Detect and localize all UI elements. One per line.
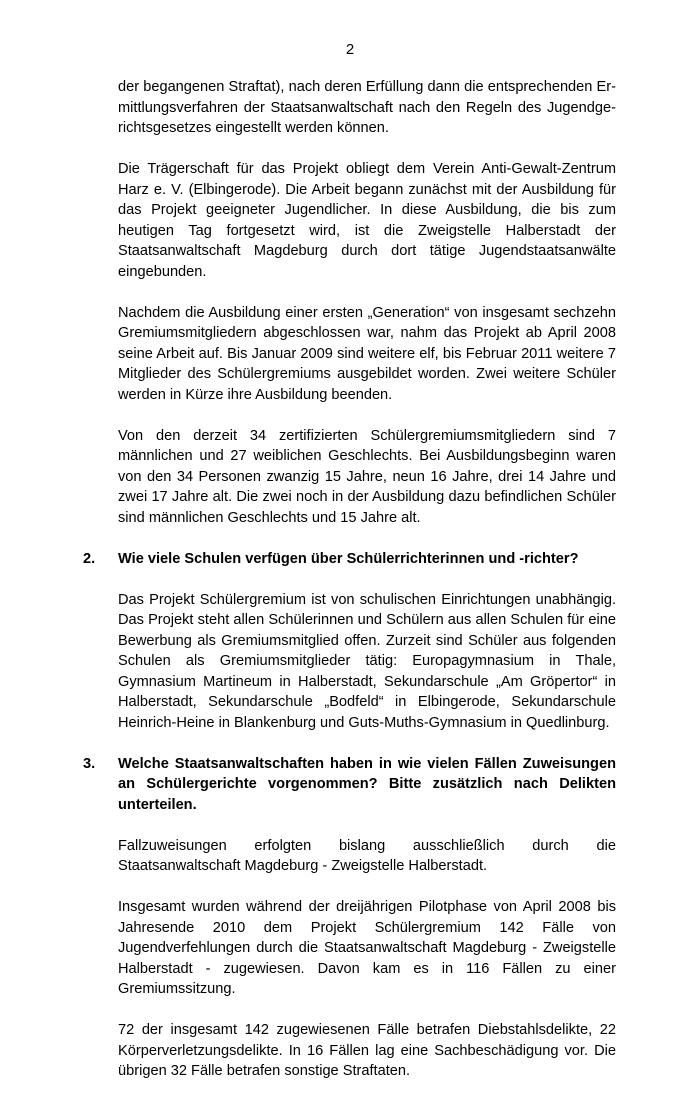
answer-paragraph: 72 der insgesamt 142 zugewiesenen Fälle betrafen Diebstahlsdelikte, 22 Körperverletzungsdelikte. In 16 Fällen lag eine Sachbeschädigung vor. Die übrigen 32 Fälle betrafen sonstige Straftaten. <box>118 1022 616 1079</box>
answer-paragraph: Fallzuweisungen erfolgten bislang ausschließlich durch die Staatsanwaltschaft Magdeburg - Zweigstelle Halberstadt. <box>118 837 616 874</box>
paragraph: Von den derzeit 34 zertifizierten Schülergremiumsmitgliedern sind 7 männlichen und 27 weiblichen Geschlechts. Bei Ausbildungsbeginn waren von den 34 Personen zwanzig 15 Jahre, neun 16 Jahre, drei 14 Jahre und zwei 17 Jahre alt. Die zwei noch in der Ausbildung dazu befindlichen Schüler sind männlichen Geschlechts und 15 Jahre alt. <box>118 427 616 526</box>
answer-paragraph: Insgesamt wurden während der dreijährigen Pilotphase von April 2008 bis Jahresende 2010 dem Projekt Schülergremium 142 Fälle von Jugendverfehlungen durch die Staatsanwaltschaft Magdeburg - Zweigstelle Halberstadt - zugewiesen. Davon kam es in 116 Fällen zu einer Gremiumssitzung. <box>118 899 616 997</box>
document-body <box>83 77 616 1102</box>
question-2 <box>83 549 616 570</box>
paragraph: Die Trägerschaft für das Projekt obliegt dem Verein Anti-Gewalt-Zentrum Harz e. V. (Elbingerode). Die Arbeit begann zunächst mit der Ausbildung für das Projekt geeigneter Jugendlicher. In diese Ausbildung, die bis zum heutigen Tag fortgesetzt wird, ist die Zweigstelle Halberstadt der Staatsanwaltschaft Magdeburg durch dort tätige Jugendstaatsanwälte eingebunden. <box>118 161 616 280</box>
question-number: 3. <box>83 755 96 772</box>
question-text: Wie viele Schulen verfügen über Schülerrichterinnen und -richter? <box>118 550 579 567</box>
page-number: 2 <box>345 41 355 58</box>
question-number: 2. <box>83 550 96 567</box>
paragraph: Nachdem die Ausbildung einer ersten „Generation“ von insgesamt sechzehn Gremiumsmitgliedern abgeschlossen war, nahm das Projekt ab April 2008 seine Arbeit auf. Bis Januar 2009 sind weitere elf, bis Februar 2011 weitere 7 Mitglieder des Schülergremiums ausgebildet worden. Zwei weitere Schüler werden in Kürze ihre Ausbildung beenden. <box>118 304 616 403</box>
question-text: Welche Staatsanwaltschaften haben in wie vielen Fällen Zuweisungen an Schülergerichte vorgenommen? Bitte zusätzlich nach Delikten unterteilen. <box>118 755 616 813</box>
paragraph: der begangenen Straftat), nach deren Erfüllung dann die entsprechenden Ermittlungsverfahren der Staatsanwaltschaft nach den Regeln des Jugendgerichtsgesetzes eingestellt werden können. <box>118 79 616 136</box>
question-3 <box>83 754 616 816</box>
answer-paragraph: Das Projekt Schülergremium ist von schulischen Einrichtungen unabhängig. Das Projekt steht allen Schülerinnen und Schülern aus allen Schulen für eine Bewerbung als Gremiumsmitglied offen. Zurzeit sind Schüler aus folgenden Schulen als Gremiumsmitglieder tätig: Europagymnasium in Thale, Gymnasium Martineum in Halberstadt, Sekundarschule „Am Gröpertor“ in Halberstadt, Sekundarschule „Bodfeld“ in Elbingerode, Sekundarschule Heinrich-Heine in Blankenburg und Guts-Muths-Gymnasium in Quedlinburg. <box>118 591 616 731</box>
